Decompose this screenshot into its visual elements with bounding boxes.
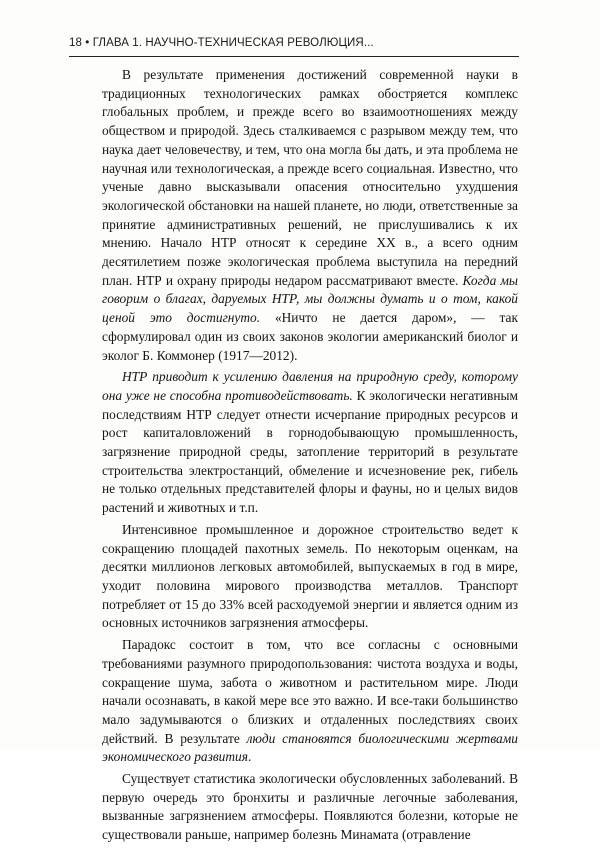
p1-text-2: «Ничто не дается даром», — так сформулировал один из своих законов экологии американский биолог и эколог Б. Коммонер (1917—2012). (102, 310, 518, 363)
p3-text-1: Интенсивное промышленное и дорожное строительство ведет к сокращению площадей пахотных земель. По некоторым оценкам, на десятки миллионов легковых автомобилей, выпускаемых в год в мире, уходит половина мирового производства металлов. Транспорт потребляет от 15 до 33% всей расходуемой энергии и является одним из основных источников загрязнения атмосферы. (102, 521, 518, 631)
paragraph-1 (102, 66, 518, 365)
page-number: 18 (69, 37, 82, 49)
p4-text-2: . (247, 749, 252, 765)
paragraph-3 (102, 521, 518, 633)
chapter-title: ГЛАВА 1. НАУЧНО-ТЕХНИЧЕСКАЯ РЕВОЛЮЦИЯ... (92, 37, 374, 49)
paragraph-2 (102, 368, 518, 518)
header-bullet: • (85, 37, 90, 49)
p5-text-1: Существует статистика экологически обусловленных заболеваний. В первую очередь это бронхиты и различные легочные заболевания, вызванные загрязнением атмосферы. Появляются болезни, которые не существовали раньше, например болезнь Минамата (отравление (102, 771, 518, 843)
running-header (69, 37, 521, 49)
p1-text-1: В результате применения достижений современной науки в традиционных технологических рамках обостряется комплекс глобальных проблем, и прежде всего во взаимоотношениях между обществом и природой. Здесь сталкиваемся с разрывом между тем, что наука дает человечеству, и тем, что она могла бы дать, и эта проблема не научная или технологическая, а прежде всего социальная. Известно, что ученые давно высказывали опасения относительно ухудшения экологической обстановки на нашей планете, но люди, ответственные за принятие административных решений, не прислушивались к их мнению. Начало НТР относят к середине XX в., а всего одним десятилетием позже экологическая проблема выступила на передний план. НТР и охрану природы недаром рассматривают вместе. (102, 67, 518, 288)
p4-italic: люди становятся биологическими жертвами экономического развития (102, 730, 518, 765)
paragraph-5 (102, 770, 518, 845)
header-rule (69, 56, 519, 57)
p2-text-1: К экологически негативным последствиям НТР следует отнести исчерпание природных ресурсов и рост капиталовложений в горнодобывающую промышленность, загрязнение природной среды, затопление территорий в результате строительства электростанций, обмеление и исчезновение рек, гибель не только отдельных представителей флоры и фауны, но и целых видов растений и животных и т.п. (102, 387, 518, 516)
paragraph-4 (102, 636, 518, 767)
p1-italic: Когда мы говорим о благах, даруемых НТР, мы должны думать и о том, какой ценой это достигнуто. (102, 272, 519, 326)
body-text (102, 66, 518, 848)
p2-italic: НТР приводит к усилению давления на природную среду, которому она уже не способна противодействовать. (102, 369, 518, 403)
p4-text-1: Парадокс состоит в том, что все согласны с основными требованиями разумного природопользования: чистота воздуха и воды, сокращение шума, забота о животном и растительном мире. Люди начали осознавать, в какой мере все это важно. И все-таки большинство мало задумываются о близких и отдаленных последствиях своих действий. В результате (102, 637, 518, 746)
